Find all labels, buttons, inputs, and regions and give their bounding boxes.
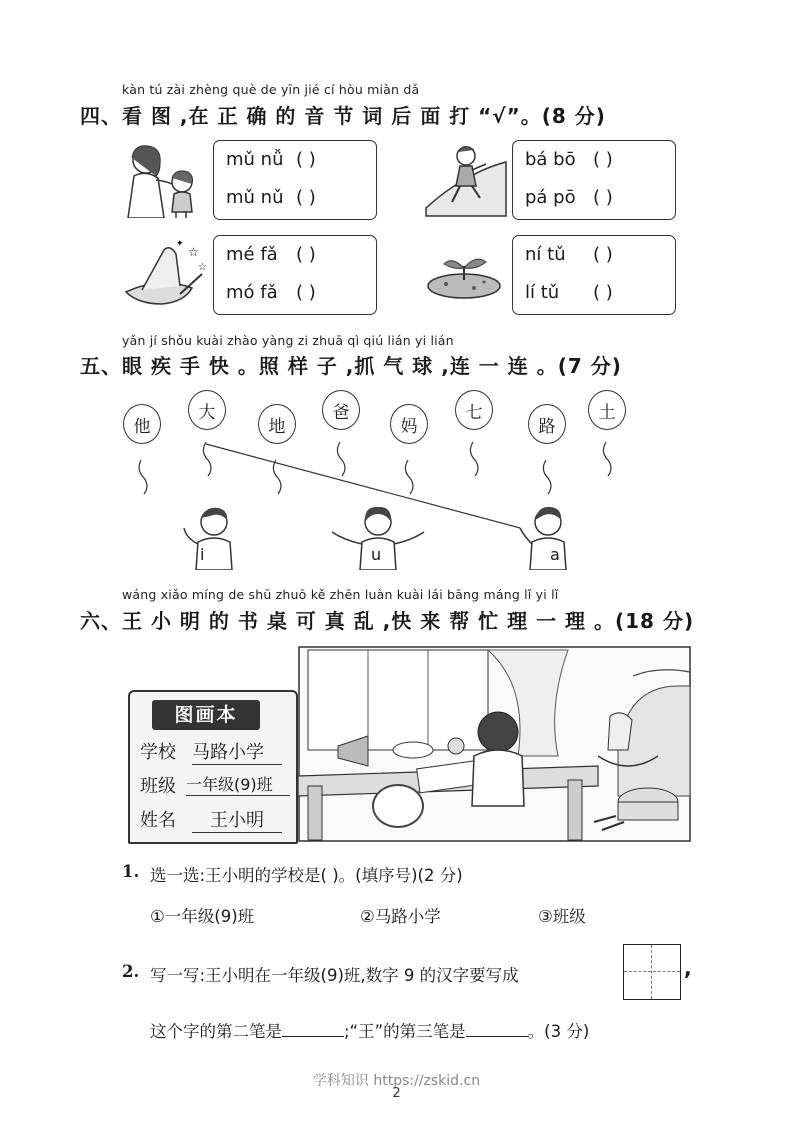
svg-text:✦: ✦ [176,239,184,249]
section6-title: 六、王 小 明 的 书 桌 可 真 乱 ,快 来 帮 忙 理 一 理 。(18 分) [80,609,695,633]
watermark: 学科知识 https://zskid.cn [312,1073,481,1089]
q2-line2 [150,1018,589,1042]
kid-sound[interactable]: u [371,545,382,564]
balloon[interactable] [390,404,428,444]
balloon-char: 大 [198,402,216,423]
option-text: mó fǎ [226,282,278,303]
balloon[interactable] [528,404,566,444]
option-box-soil [512,235,676,315]
section5-pinyin: yǎn jí shǒu kuài zhào yàng zi zhuā qì qiú lián yi lián [122,333,454,348]
section4-pinyin: kàn tú zài zhèng què de yīn jié cí hòu miàn dǎ [122,82,420,97]
section5-title: 五、眼 疾 手 快 。照 样 子 ,抓 气 球 ,连 一 连 。(7 分) [80,354,622,378]
option-text: mǔ nǔ [226,187,284,208]
balloon[interactable] [455,390,493,430]
balloon-char: 路 [538,416,556,437]
tian-grid-writing-box[interactable] [623,944,681,1000]
answer-blank[interactable] [282,1020,344,1037]
magic-hat-picture [118,236,208,316]
kid-figure [180,502,250,570]
grid-guide-h [624,971,680,972]
grid-guide-v [651,945,652,999]
magnified-notebook-circle [372,784,424,828]
option-text: pá pō [525,187,576,208]
section6-pinyin: wáng xiǎo míng de shū zhuō kě zhēn luàn kuài lái bāng máng lǐ yi lǐ [122,587,559,602]
school-value: 马路小学 [192,738,282,765]
balloon[interactable] [322,390,360,430]
svg-text:☆: ☆ [198,262,207,273]
notebook-cover-title: 图画本 [152,700,260,730]
class-value: 一年级(9)班 [186,772,290,796]
answer-paren[interactable]: ( ) [296,149,316,170]
seedling-soil-picture [424,250,510,306]
q1-choice[interactable]: ①一年级(9)班 [150,907,255,926]
q2-number: 2. [122,962,140,981]
svg-text:☆: ☆ [188,245,199,259]
answer-paren[interactable]: ( ) [593,187,613,208]
q2-line1: 写一写:王小明在一年级(9)班,数字 9 的汉字要写成 [150,966,519,985]
answer-paren[interactable]: ( ) [296,244,316,265]
mother-daughter-picture [116,140,206,218]
q1-choice[interactable]: ②马路小学 [360,907,441,926]
messy-desk-scene [298,646,691,842]
page-number: 2 [392,1086,401,1101]
name-label: 姓名 [140,810,176,831]
drawing-notebook [128,690,298,844]
option-text: mǔ nǚ [226,149,284,170]
q2-text-score: 。(3 分) [527,1022,590,1041]
climbing-slope-picture [424,138,510,218]
kid-sound[interactable]: a [550,545,560,564]
balloon-char: 地 [268,416,286,437]
answer-paren[interactable]: ( ) [593,244,613,265]
section4-title: 四、看 图 ,在 正 确 的 音 节 词 后 面 打 “√”。(8 分) [80,104,606,128]
answer-paren[interactable]: ( ) [296,187,316,208]
q1-choice[interactable]: ③班级 [538,907,586,926]
option-text: lí tǔ [525,282,560,303]
balloon-char: 妈 [400,416,418,437]
answer-blank[interactable] [466,1020,528,1037]
q2-text-second-stroke: 这个字的第二笔是 [150,1022,282,1041]
name-value: 王小明 [192,806,282,833]
balloon-char: 爸 [332,402,350,423]
q1-number: 1. [122,862,140,881]
answer-paren[interactable]: ( ) [296,282,316,303]
kid-sound[interactable]: i [200,545,205,564]
option-text: bá bō [525,149,576,170]
q2-comma: , [684,956,692,980]
balloon-char: 七 [465,402,483,423]
kid-figure [512,502,582,570]
school-label: 学校 [140,742,176,763]
option-box-climbing [512,140,676,220]
option-box-mother-daughter [213,140,377,220]
balloon[interactable] [123,404,161,444]
balloon[interactable] [188,390,226,430]
answer-paren[interactable]: ( ) [593,149,613,170]
q1-text: 选一选:王小明的学校是( )。(填序号)(2 分) [150,866,463,885]
q2-text-third-stroke: ;“王”的第三笔是 [344,1022,466,1041]
option-box-magic [213,235,377,315]
option-text: mé fǎ [226,244,278,265]
balloon[interactable] [258,404,296,444]
option-text: ní tǔ [525,244,566,265]
class-label: 班级 [140,776,176,797]
balloon-char: 他 [133,416,151,437]
answer-paren[interactable]: ( ) [593,282,613,303]
balloon-char: 土 [598,402,616,423]
balloon[interactable] [588,390,626,430]
